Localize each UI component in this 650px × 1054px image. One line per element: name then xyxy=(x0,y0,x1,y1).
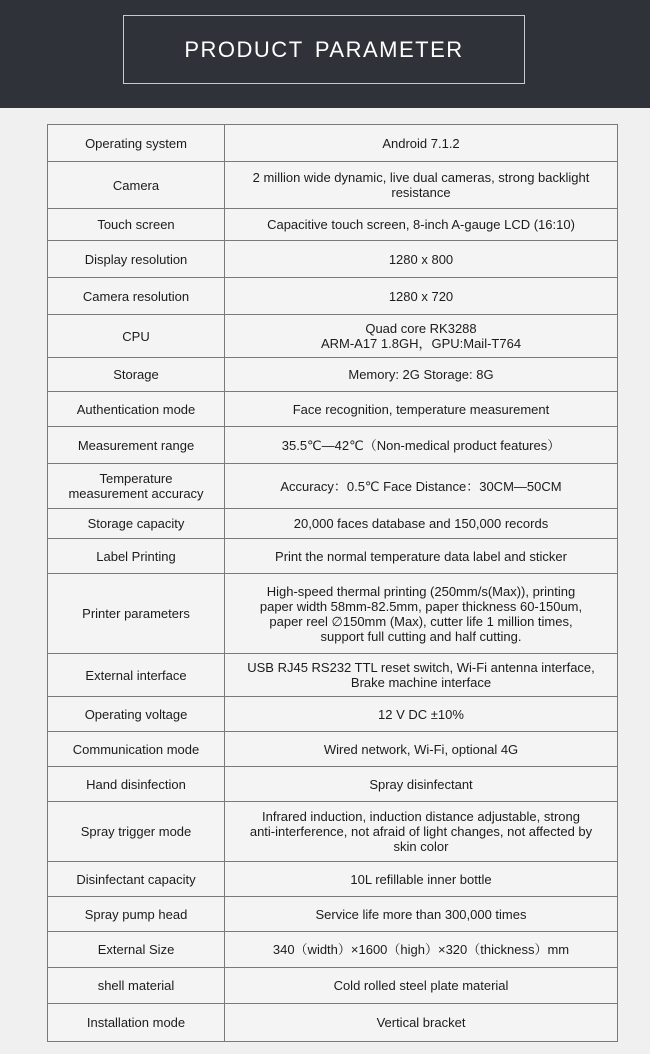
parameter-value xyxy=(225,539,618,574)
cell-text-line: External Size xyxy=(97,942,175,957)
parameter-name xyxy=(48,392,225,427)
cell-text-line: Measurement range xyxy=(77,437,195,453)
parameter-value xyxy=(225,241,618,278)
cell-text-line: ARM-A17 1.8GH，GPU:Mail-T764 xyxy=(320,336,522,351)
cell-text-line: High-speed thermal printing (250mm/s(Max)), printing xyxy=(266,583,576,599)
cell-text-line: shell material xyxy=(97,978,175,993)
parameter-name xyxy=(48,654,225,697)
cell-text-line: External interface xyxy=(85,667,187,683)
parameter-value xyxy=(225,1004,618,1042)
table-row xyxy=(48,358,618,392)
parameter-name xyxy=(48,767,225,802)
parameter-name xyxy=(48,209,225,241)
cell-text-line: 2 million wide dynamic, live dual cameras, strong backlight xyxy=(252,170,590,185)
cell-text-line: Installation mode xyxy=(86,1015,186,1030)
cell-text-line: Brake machine interface xyxy=(350,675,492,690)
table-row xyxy=(48,209,618,241)
parameter-name xyxy=(48,162,225,209)
table-row xyxy=(48,315,618,358)
table-row xyxy=(48,697,618,732)
parameter-value xyxy=(225,654,618,697)
cell-text-line: 1280 x 800 xyxy=(388,251,454,267)
parameter-value xyxy=(225,897,618,932)
cell-text-line: 12 V DC ±10% xyxy=(378,706,464,722)
table-row xyxy=(48,464,618,509)
parameter-name xyxy=(48,315,225,358)
parameter-value xyxy=(225,732,618,767)
cell-text-line: Operating system xyxy=(85,135,187,151)
header-banner xyxy=(0,0,650,108)
table-row xyxy=(48,392,618,427)
title-frame xyxy=(123,15,525,84)
table-row xyxy=(48,574,618,654)
parameter-value xyxy=(225,509,618,539)
parameter-value xyxy=(225,802,618,862)
cell-text-line: 1280 x 720 xyxy=(388,288,454,304)
parameter-name xyxy=(48,1004,225,1042)
cell-text-line: 10L refillable inner bottle xyxy=(350,871,492,887)
parameter-value xyxy=(225,767,618,802)
parameter-value xyxy=(225,697,618,732)
cell-text-line: USB RJ45 RS232 TTL reset switch, Wi-Fi antenna interface, xyxy=(247,660,595,675)
parameter-name xyxy=(48,732,225,767)
cell-text-line: Hand disinfection xyxy=(86,776,186,792)
parameter-value xyxy=(225,464,618,509)
table-row xyxy=(48,125,618,162)
parameter-name xyxy=(48,539,225,574)
cell-text-line: 35.5℃—42℃（Non-medical product features） xyxy=(281,437,561,453)
parameter-value xyxy=(225,125,618,162)
cell-text-line: CPU xyxy=(122,328,150,344)
parameter-value xyxy=(225,209,618,241)
cell-text-line: Communication mode xyxy=(72,741,200,757)
parameter-name xyxy=(48,464,225,509)
cell-text-line: Spray pump head xyxy=(84,906,188,922)
cell-text-line: Camera xyxy=(112,177,160,193)
table-row xyxy=(48,1004,618,1042)
table-row xyxy=(48,509,618,539)
table-row xyxy=(48,654,618,697)
table-row xyxy=(48,162,618,209)
parameter-value xyxy=(225,392,618,427)
cell-text-line: Face recognition, temperature measurement xyxy=(292,401,550,417)
parameter-table-body xyxy=(48,125,618,1042)
parameter-name xyxy=(48,358,225,392)
table-row xyxy=(48,427,618,464)
parameter-value xyxy=(225,574,618,654)
parameter-name xyxy=(48,241,225,278)
cell-text-line: Android 7.1.2 xyxy=(382,135,460,151)
cell-text-line: Display resolution xyxy=(84,251,188,267)
parameter-value xyxy=(225,932,618,968)
parameter-name xyxy=(48,802,225,862)
parameter-name xyxy=(48,574,225,654)
cell-text-line: Temperature xyxy=(99,471,173,486)
parameter-value xyxy=(225,315,618,358)
cell-text-line: 20,000 faces database and 150,000 records xyxy=(293,516,549,531)
parameter-name xyxy=(48,125,225,162)
cell-text-line: anti-interference, not afraid of light changes, not affected by xyxy=(249,824,593,839)
cell-text-line: Authentication mode xyxy=(76,401,196,417)
cell-text-line: paper reel ∅150mm (Max), cutter life 1 million times, xyxy=(269,613,573,629)
cell-text-line: Disinfectant capacity xyxy=(76,871,196,887)
table-row xyxy=(48,767,618,802)
parameter-name xyxy=(48,897,225,932)
cell-text-line: Storage capacity xyxy=(87,516,185,531)
table-row xyxy=(48,968,618,1004)
table-row xyxy=(48,897,618,932)
cell-text-line: Printer parameters xyxy=(82,606,190,621)
cell-text-line: Label Printing xyxy=(96,548,176,564)
cell-text-line: Storage xyxy=(113,367,159,382)
table-row xyxy=(48,732,618,767)
parameter-value xyxy=(225,427,618,464)
cell-text-line: Camera resolution xyxy=(82,288,190,304)
parameter-name xyxy=(48,932,225,968)
cell-text-line: Capacitive touch screen, 8-inch A-gauge LCD (16:10) xyxy=(267,217,575,232)
cell-text-line: Spray trigger mode xyxy=(80,824,192,839)
cell-text-line: skin color xyxy=(393,839,449,854)
cell-text-line: Quad core RK3288 xyxy=(365,321,477,336)
cell-text-line: 340（width）×1600（high）×320（thickness）mm xyxy=(272,942,570,957)
cell-text-line: Cold rolled steel plate material xyxy=(333,978,509,993)
cell-text-line: Accuracy：0.5℃ Face Distance：30CM—50CM xyxy=(280,478,562,494)
table-row xyxy=(48,802,618,862)
parameter-value xyxy=(225,358,618,392)
parameter-value xyxy=(225,968,618,1004)
cell-text-line: Touch screen xyxy=(97,217,175,232)
parameter-value xyxy=(225,278,618,315)
parameter-name xyxy=(48,862,225,897)
cell-text-line: Print the normal temperature data label and sticker xyxy=(275,548,567,564)
cell-text-line: measurement accuracy xyxy=(68,486,204,501)
parameter-name xyxy=(48,509,225,539)
parameter-name xyxy=(48,697,225,732)
parameter-name xyxy=(48,427,225,464)
page-title: PRODUCT PARAMETER xyxy=(184,36,464,62)
cell-text-line: resistance xyxy=(391,185,451,200)
table-row xyxy=(48,862,618,897)
parameter-name xyxy=(48,278,225,315)
cell-text-line: Vertical bracket xyxy=(376,1015,466,1030)
parameter-value xyxy=(225,862,618,897)
table-row xyxy=(48,539,618,574)
table-row xyxy=(48,241,618,278)
parameter-name xyxy=(48,968,225,1004)
cell-text-line: support full cutting and half cutting. xyxy=(320,628,522,644)
parameter-table xyxy=(47,124,618,1042)
table-row xyxy=(48,932,618,968)
cell-text-line: Operating voltage xyxy=(84,706,188,722)
cell-text-line: Memory: 2G Storage: 8G xyxy=(348,367,494,382)
cell-text-line: Infrared induction, induction distance adjustable, strong xyxy=(262,809,580,824)
parameter-value xyxy=(225,162,618,209)
cell-text-line: paper width 58mm-82.5mm, paper thickness 60-150um, xyxy=(259,598,583,614)
cell-text-line: Service life more than 300,000 times xyxy=(315,906,527,922)
cell-text-line: Spray disinfectant xyxy=(369,776,473,792)
table-row xyxy=(48,278,618,315)
cell-text-line: Wired network, Wi-Fi, optional 4G xyxy=(323,741,519,757)
